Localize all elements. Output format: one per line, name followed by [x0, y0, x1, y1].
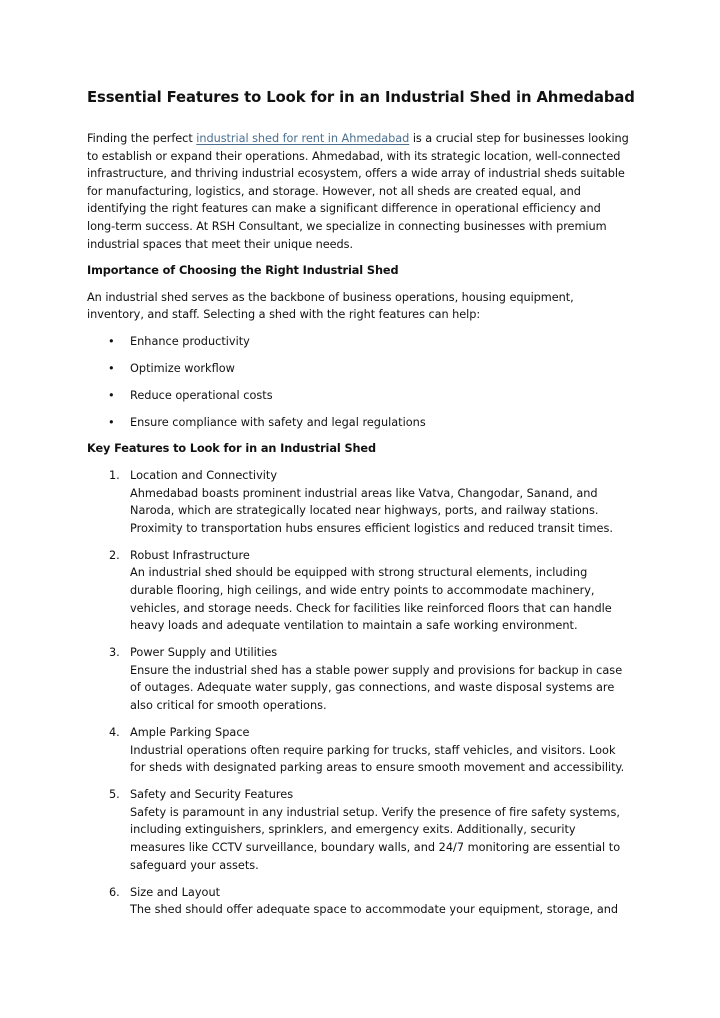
benefits-list	[87, 333, 632, 432]
list-item-text: Optimize workflow	[130, 361, 235, 375]
feature-number: 1.	[109, 469, 120, 483]
document-title: Essential Features to Look for in an Industrial Shed in Ahmedabad	[87, 89, 635, 106]
intro-text-start: Finding the perfect	[87, 132, 197, 145]
feature-item	[87, 467, 632, 537]
features-list	[87, 467, 632, 919]
list-item	[87, 333, 632, 351]
feature-item	[87, 786, 632, 874]
feature-description: Safety is paramount in any industrial setup. Verify the presence of fire safety systems, including extinguishers, sprinklers, and emergency exits. Additionally, security measures like CCTV surveillance, boundary walls, and 24/7 monitoring are essential to safeguard your assets.	[130, 805, 621, 872]
list-item-text: Ensure compliance with safety and legal regulations	[130, 415, 426, 429]
importance-paragraph: An industrial shed serves as the backbone of business operations, housing equipment, inventory, and staff. Selecting a shed with the right features can help:	[87, 290, 574, 322]
feature-number: 4.	[109, 725, 120, 739]
feature-item	[87, 884, 632, 919]
feature-description: Ahmedabad boasts prominent industrial areas like Vatva, Changodar, Sanand, and Naroda, which are strategically located near highways, ports, and railway stations. Proximity to transportation hubs ensures efficient logistics and reduced transit times.	[130, 486, 613, 535]
feature-description: Industrial operations often require parking for trucks, staff vehicles, and visitors. Look for sheds with designated parking areas to ensure smooth movement and accessibility.	[130, 743, 625, 775]
feature-title: Robust Infrastructure	[130, 548, 250, 562]
bullet-icon: •	[108, 388, 115, 402]
key-features-heading: Key Features to Look for in an Industrial Shed	[87, 442, 376, 456]
feature-item	[87, 724, 632, 777]
feature-number: 6.	[109, 885, 120, 899]
bullet-icon: •	[108, 415, 115, 429]
list-item-text: Reduce operational costs	[130, 388, 273, 402]
feature-item	[87, 547, 632, 635]
feature-number: 3.	[109, 646, 120, 660]
feature-number: 2.	[109, 548, 120, 562]
feature-title: Ample Parking Space	[130, 725, 250, 739]
feature-description: The shed should offer adequate space to accommodate your equipment, storage, and	[130, 903, 619, 917]
feature-item	[87, 644, 632, 714]
intro-paragraph	[87, 130, 632, 253]
industrial-shed-rent-link[interactable]: industrial shed for rent in Ahmedabad	[196, 132, 410, 145]
feature-number: 5.	[109, 788, 120, 802]
list-item	[87, 387, 632, 405]
bullet-icon: •	[108, 361, 115, 375]
feature-title: Location and Connectivity	[130, 469, 278, 483]
bullet-icon: •	[108, 334, 115, 348]
feature-description: Ensure the industrial shed has a stable power supply and provisions for backup in case of outages. Adequate water supply, gas connections, and waste disposal systems are also critical for smooth operations.	[130, 663, 623, 712]
feature-description: An industrial shed should be equipped with strong structural elements, including durable flooring, high ceilings, and wide entry points to accommodate machinery, vehicles, and storage needs. Check for facilities like reinforced floors that can handle heavy loads and adequate ventilation to maintain a safe working environment.	[130, 566, 612, 633]
feature-title: Power Supply and Utilities	[130, 646, 278, 660]
feature-title: Size and Layout	[130, 885, 221, 899]
list-item	[87, 414, 632, 432]
list-item-text: Enhance productivity	[130, 334, 250, 348]
feature-title: Safety and Security Features	[130, 788, 294, 802]
intro-text-end: is a crucial step for businesses looking to establish or expand their operations. Ahmedabad, with its strategic location, well-connected infrastructure, and thriving industrial ecosystem, offers a wide array of industrial sheds suitable for manufacturing, logistics, and storage. However, not all sheds are created equal, and identifying the right features can make a significant difference in operational efficiency and long-term success. At RSH Consultant, we specialize in connecting businesses with premium industrial spaces that meet their unique needs.	[87, 132, 629, 251]
list-item	[87, 360, 632, 378]
importance-heading: Importance of Choosing the Right Industrial Shed	[87, 264, 399, 278]
document-page	[87, 88, 635, 928]
